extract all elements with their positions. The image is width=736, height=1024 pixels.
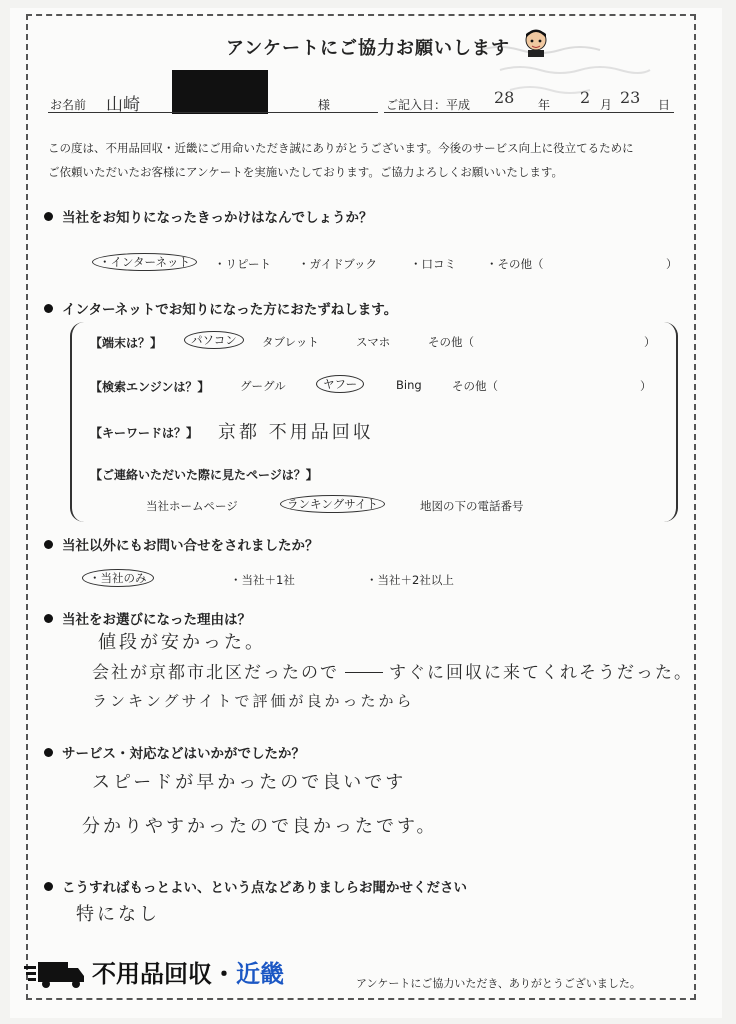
q3-option-only-us <box>82 570 154 586</box>
q1-option-internet <box>92 254 197 270</box>
engine-option-bing: Bing <box>396 378 422 392</box>
q4-answer-1: 値段が安かった。 <box>98 632 266 653</box>
q4-question <box>44 608 251 628</box>
q1-option-internet-label: ・インターネット <box>92 253 197 271</box>
date-underline <box>384 112 674 113</box>
date-label: ご記入日：平成 <box>386 98 471 112</box>
q3-option-plus-one: ・当社＋1社 <box>230 573 295 587</box>
device-option-tablet: タブレット <box>262 335 319 349</box>
engine-option-yahoo <box>316 376 364 392</box>
q3-text: 当社以外にもお問い合せをされましたか？ <box>62 538 319 554</box>
device-option-smartphone: スマホ <box>356 335 391 349</box>
logo-text-main: 不用品回収・ <box>92 960 236 988</box>
name-label: お名前 <box>50 98 87 112</box>
q4-answer-2b: すぐに回収に来てくれそうだった。 <box>389 663 693 683</box>
page-option-ranking-label: ランキングサイト <box>280 495 385 513</box>
q1-question <box>44 206 373 226</box>
engine-option-other-close: ） <box>640 379 652 393</box>
redaction-block <box>172 70 268 114</box>
q2-question <box>44 298 397 318</box>
bullet-icon <box>44 748 53 757</box>
name-underline <box>48 112 378 113</box>
q3-question <box>44 534 319 554</box>
q5-text: サービス・対応などはいかがでしたか？ <box>62 746 305 762</box>
bullet-icon <box>44 614 53 623</box>
q3-option-plus-two: ・当社＋2社以上 <box>366 573 454 587</box>
page-option-map-phone: 地図の下の電話番号 <box>420 499 524 513</box>
q6-question <box>44 876 467 896</box>
page-label: 【ご連絡いただいた際に見たページは？】 <box>90 468 318 482</box>
honorific: 様 <box>318 98 331 112</box>
q6-text: こうすればもっとよい、という点などありましらお聞かせください <box>62 880 467 896</box>
footer-thanks: アンケートにご協力いただき、ありがとうございました。 <box>356 977 641 990</box>
month-unit: 月 <box>600 98 613 112</box>
year-value: 28 <box>494 88 515 107</box>
device-option-pc <box>184 332 244 348</box>
q4-answer-2 <box>92 658 693 683</box>
engine-option-google: グーグル <box>240 379 286 393</box>
q1-option-guidebook: ・ガイドブック <box>298 257 378 271</box>
q6-answer: 特になし <box>76 904 160 925</box>
device-option-other-close: ） <box>644 335 656 349</box>
intro-line-1: この度は、不用品回収・近畿にご用命いただき誠にありがとうございます。今後のサービス向上に役立てるために <box>48 141 634 155</box>
page-option-homepage: 当社ホームページ <box>146 499 238 513</box>
keyword-label: 【キーワードは？】 <box>90 426 199 440</box>
engine-label: 【検索エンジンは？】 <box>90 380 210 394</box>
truck-icon <box>24 958 86 988</box>
page-title: アンケートにご協力お願いします <box>226 38 510 59</box>
q4-text: 当社をお選びになった理由は？ <box>62 612 251 628</box>
year-unit: 年 <box>538 98 551 112</box>
bullet-icon <box>44 882 53 891</box>
q1-option-word-of-mouth: ・口コミ <box>410 257 456 271</box>
intro-line-2: ご依頼いただいたお客様にアンケートを実施いたしております。ご協力よろしくお願いいたします。 <box>48 165 563 179</box>
q1-text: 当社をお知りになったきっかけはなんでしょうか？ <box>62 210 373 226</box>
device-label: 【端末は？】 <box>90 336 163 350</box>
q2-bracket-box <box>70 322 678 522</box>
bullet-icon <box>44 212 53 221</box>
q5-question <box>44 742 305 762</box>
mascot-icon <box>520 26 552 58</box>
device-option-pc-label: パソコン <box>184 331 244 349</box>
q4-answer-2a: 会社が京都市北区だったので <box>92 663 339 683</box>
page-option-ranking <box>280 496 385 512</box>
q5-answer-1: スピードが早かったので良いです <box>92 772 407 793</box>
company-logo <box>92 954 284 989</box>
q1-option-other-close: ） <box>666 257 678 271</box>
bullet-icon <box>44 540 53 549</box>
logo-text-region: 近畿 <box>236 960 284 988</box>
bullet-icon <box>44 304 53 313</box>
q4-answer-3: ランキングサイトで評価が良かったから <box>92 692 415 710</box>
device-option-other: その他（ <box>428 335 474 349</box>
q2-text: インターネットでお知りになった方におたずねします。 <box>62 302 398 318</box>
q5-answer-2: 分かりやすかったので良かったです。 <box>82 816 438 837</box>
keyword-value: 京都 不用品回収 <box>218 422 374 443</box>
q3-option-only-us-label: ・当社のみ <box>82 569 154 587</box>
name-value: 山崎 <box>106 95 140 115</box>
day-value: 23 <box>620 88 641 107</box>
engine-option-yahoo-label: ヤフー <box>316 375 364 393</box>
scribble-mark <box>345 663 383 683</box>
day-unit: 日 <box>658 98 671 112</box>
engine-option-other: その他（ <box>452 379 498 393</box>
q1-option-repeat: ・リピート <box>214 257 272 271</box>
q1-option-other: ・その他（ <box>486 257 544 271</box>
month-value: 2 <box>580 88 591 107</box>
